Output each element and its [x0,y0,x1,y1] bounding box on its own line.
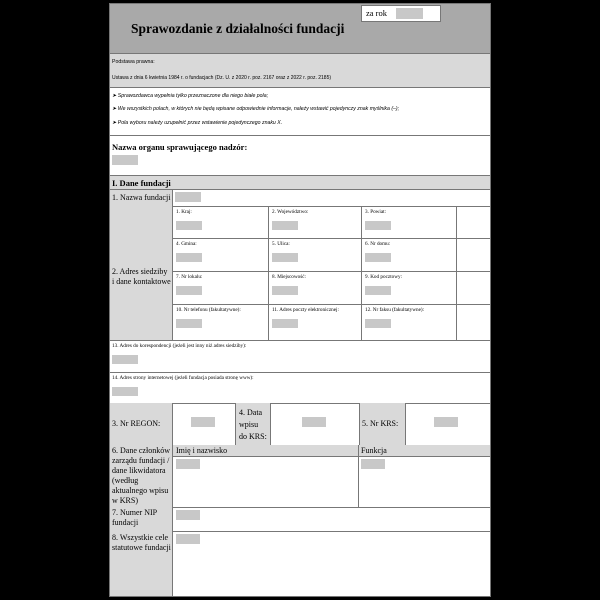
name-label: 1. Nazwa fundacji [112,193,171,202]
nip-label-2: fundacji [112,518,139,527]
krs-label: 5. Nr KRS: [362,419,399,428]
correspondence-label: 13. Adres do korespondencji (jeżeli jest inny niż adres siedziby): [112,343,247,349]
sheet-border [109,3,491,597]
krs-date-label-1: 4. Data [239,408,263,417]
board-col-name: Imię i nazwisko [176,446,228,455]
instruction-3: ➤ Pola wyboru należy uzupełnić przez wstawienie pojedynczego znaku X. [112,120,283,126]
krs-date-label-2: wpisu [239,420,259,429]
instruction-1: ➤ Sprawozdawca wypełnia tylko przeznaczone dla niego białe pola; [112,93,269,99]
instruction-3-text: Pola wyboru należy uzupełnić przez wstawienie pojedynczego znaku X. [117,120,283,126]
nip-label-1: 7. Numer NIP [112,508,158,517]
year-label: za rok [366,8,388,18]
goals-label-2: statutowe fundacji [112,543,171,552]
field-country-label: 1. Kraj: [176,209,192,215]
board-label-1: 6. Dane członków [112,446,170,455]
legal-heading: Podstawa prawna: [112,59,155,65]
field-postal-label: 9. Kod pocztowy: [365,274,403,280]
section1-title: I. Dane fundacji [112,178,171,188]
goals-label-1: 8. Wszystkie cele [112,533,169,542]
form-sheet [109,3,491,597]
field-apartment-label: 7. Nr lokalu: [176,274,203,280]
field-voivodeship-label: 2. Województwo: [272,209,309,215]
krs-date-label-3: do KRS: [239,432,267,441]
board-label-3: dane likwidatora [112,466,166,475]
board-label-5: aktualnego wpisu [112,486,169,495]
field-phone-label: 10. Nr telefonu (fakultatywne): [176,307,241,313]
website-label: 14. Adres strony internetowej (jeżeli fundacja posiada stronę www): [112,375,254,381]
field-city-label: 8. Miejscowość: [272,274,307,280]
field-email-label: 11. Adres poczty elektronicznej: [272,307,339,313]
instruction-2: ➤ We wszystkich polach, w których nie będą wpisane odpowiednie informacje, należy wstawić pojedynczy znak myślnika (–); [112,106,400,112]
address-label-2: i dane kontaktowe [112,277,171,286]
instruction-2-text: We wszystkich polach, w których nie będą wpisane odpowiednie informacje, należy wstawić pojedynczy znak myślnika (–); [117,106,400,112]
field-commune-label: 4. Gmina: [176,241,197,247]
field-house-label: 6. Nr domu: [365,241,391,247]
legal-text: Ustawa z dnia 6 kwietnia 1984 r. o fundacjach (Dz. U. z 2020 r. poz. 2167 oraz z 2022 r. poz. 2185) [112,75,332,81]
field-street-label: 5. Ulica: [272,241,290,247]
supervisory-label: Nazwa organu sprawującego nadzór: [112,142,248,152]
form-title: Sprawozdanie z działalności fundacji [131,21,345,36]
regon-label: 3. Nr REGON: [112,419,161,428]
board-label-2: zarządu fundacji / [112,456,170,465]
field-fax-label: 12. Nr faksu (fakultatywne): [365,307,425,313]
board-col-function: Funkcja [361,446,387,455]
field-county-label: 3. Powiat: [365,209,387,215]
board-label-4: (według [112,476,139,485]
board-label-6: w KRS) [112,496,139,505]
instruction-1-text: Sprawozdawca wypełnia tylko przeznaczone dla niego białe pola; [117,93,269,99]
address-label-1: 2. Adres siedziby [112,267,168,276]
